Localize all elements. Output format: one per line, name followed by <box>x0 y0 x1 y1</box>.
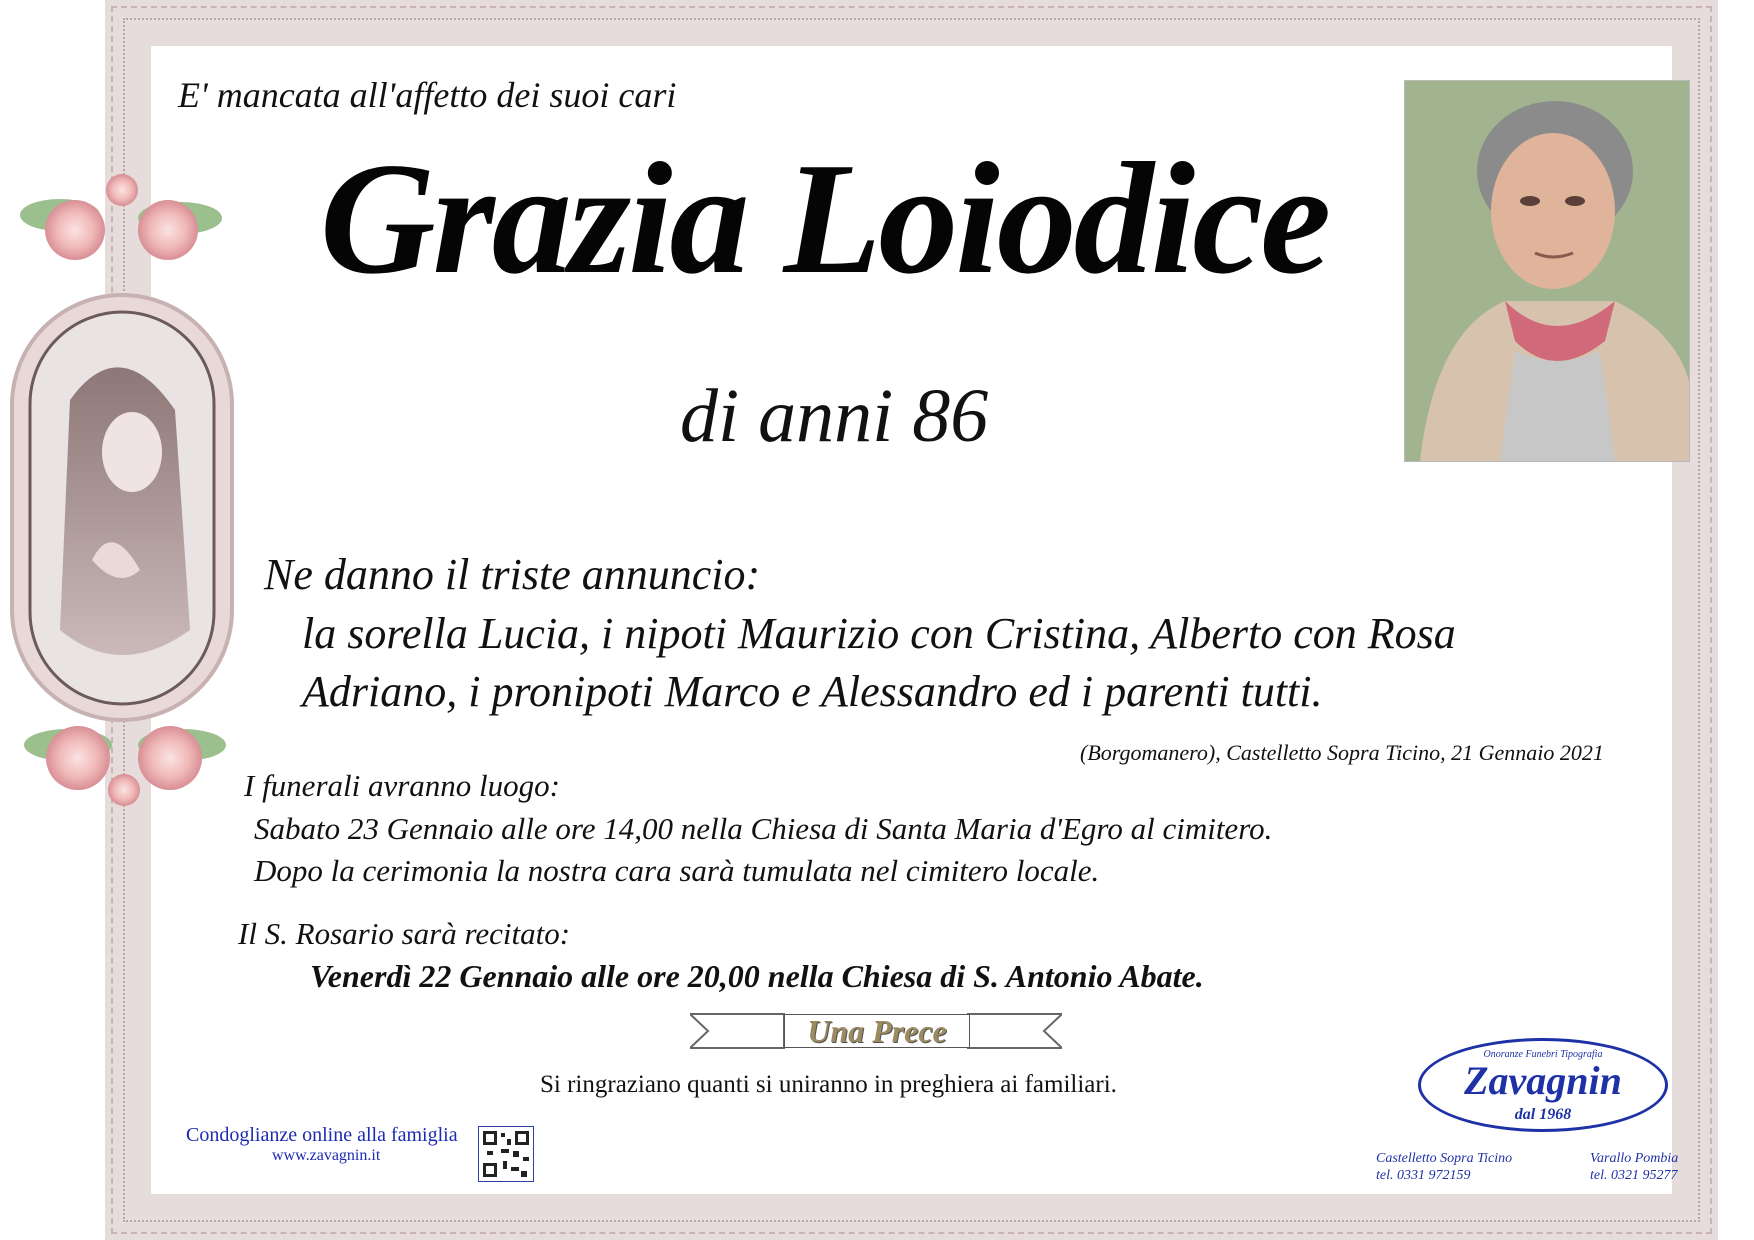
rosary-line: Venerdì 22 Gennaio alle ore 20,00 nella Chiesa di S. Antonio Abate. <box>310 958 1204 994</box>
logo-tagline: Onoranze Funebri Tipografia <box>1483 1049 1603 1060</box>
office-town: Castelletto Sopra Ticino <box>1376 1151 1513 1166</box>
office-phone: tel. 0331 972159 <box>1376 1168 1471 1183</box>
thanks-text: Si ringraziano quanti si uniranno in preghiera ai familiari. <box>540 1071 1117 1098</box>
website-link[interactable]: www.zavagnin.it <box>272 1147 381 1164</box>
funeral-line: Sabato 23 Gennaio alle ore 14,00 nella Chiesa di Santa Maria d'Egro al cimitero. <box>254 811 1273 846</box>
funeral-heading: I funerali avranno luogo: <box>244 768 560 803</box>
logo-brand: Zavagnin <box>1464 1058 1622 1103</box>
logo-since: dal 1968 <box>1514 1106 1572 1123</box>
prayer-label: Una Prece <box>784 1014 970 1048</box>
condolences-text[interactable]: Condoglianze online alla famiglia <box>186 1124 458 1146</box>
portrait-photo <box>1404 80 1690 462</box>
place-date: (Borgomanero), Castelletto Sopra Ticino, 21 Gennaio 2021 <box>1080 740 1604 765</box>
prayer-ribbon <box>690 1010 1062 1052</box>
office-phone: tel. 0321 95277 <box>1590 1168 1678 1183</box>
announcement-line: Adriano, i pronipoti Marco e Alessandro ed i parenti tutti. <box>302 667 1323 716</box>
office-varallo <box>1590 1150 1678 1184</box>
madonna-ornament <box>0 160 245 810</box>
rosary-heading: Il S. Rosario sarà recitato: <box>238 916 571 951</box>
office-castelletto <box>1376 1150 1512 1184</box>
funeral-home-logo <box>1418 1038 1668 1132</box>
office-town: Varallo Pombia <box>1590 1151 1679 1166</box>
age-text: di anni 86 <box>680 374 989 458</box>
announcement-heading: Ne danno il triste annuncio: <box>264 550 761 599</box>
announcement-line: la sorella Lucia, i nipoti Maurizio con Cristina, Alberto con Rosa <box>302 609 1456 658</box>
qr-code-icon[interactable] <box>478 1126 534 1182</box>
intro-text: E' mancata all'affetto dei suoi cari <box>178 75 677 115</box>
deceased-name: Grazia Loiodice <box>320 129 1329 307</box>
funeral-line: Dopo la cerimonia la nostra cara sarà tumulata nel cimitero locale. <box>254 853 1100 888</box>
